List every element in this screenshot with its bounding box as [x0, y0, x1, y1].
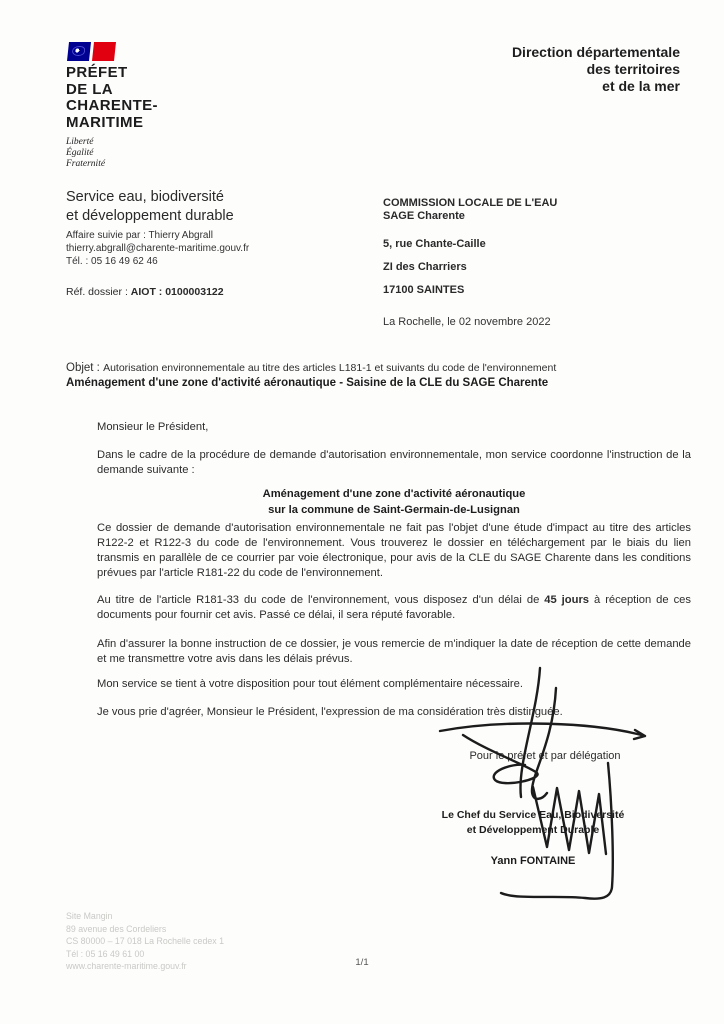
- recipient-city: 17100 SAINTES: [383, 284, 465, 296]
- flag-blue-stripe-icon: [67, 42, 91, 61]
- signer-name: Yann FONTAINE: [490, 855, 576, 867]
- prefecture-name: [66, 65, 158, 131]
- signer-title-line: et Développement Durable: [466, 824, 600, 836]
- recipient-zone: ZI des Charriers: [383, 261, 467, 273]
- page-number: 1/1: [355, 957, 369, 968]
- deadline-duration: 45 jours: [544, 594, 590, 606]
- recipient-org: SAGE Charente: [383, 210, 465, 222]
- subject-line-1: [66, 362, 686, 374]
- project-title: Aménagement d'une zone d'activité aéronautique: [262, 488, 526, 500]
- republic-motto: [66, 137, 158, 170]
- paragraph-intro: Dans le cadre de la procédure de demande d'autorisation environnementale, mon service coordonne l'instruction de la demande suivante :: [97, 449, 691, 476]
- subject-label: Objet :: [66, 362, 104, 374]
- issuing-direction: [512, 44, 680, 95]
- footer-city: CS 80000 – 17 018 La Rochelle cedex 1: [66, 936, 224, 946]
- motto-line: Fraternité: [66, 159, 106, 169]
- deadline-text-after: à réception de ces documents pour fournir cet avis. Passé ce délai, il sera réputé favorable.: [97, 594, 691, 621]
- footer-website: www.charente-maritime.gouv.fr: [66, 961, 187, 971]
- handwritten-signature-icon: [415, 655, 705, 915]
- closing-formula: Je vous prie d'agréer, Monsieur le Président, l'expression de ma considération très distinguée.: [97, 706, 563, 718]
- sender-contact-details: [66, 229, 249, 268]
- direction-line: des territoires: [586, 61, 680, 77]
- agency-line: CHARENTE-: [66, 97, 158, 114]
- place-and-date: La Rochelle, le 02 novembre 2022: [383, 316, 551, 328]
- direction-line: et de la mer: [602, 78, 680, 94]
- flag-red-stripe-icon: [92, 42, 116, 61]
- subject-text: Autorisation environnementale au titre des articles L181-1 et suivants du code de l'environnement: [103, 362, 557, 374]
- agency-line: MARITIME: [66, 113, 144, 131]
- sender-block: [66, 188, 249, 268]
- recipient-name: COMMISSION LOCALE DE L'EAU: [383, 197, 558, 209]
- motto-line: Liberté: [66, 137, 94, 147]
- motto-line: Égalité: [66, 148, 94, 158]
- prefecture-logo-block: [66, 42, 158, 170]
- direction-line: Direction départementale: [511, 44, 680, 60]
- paragraph-request: Afin d'assurer la bonne instruction de ce dossier, je vous remercie de m'indiquer la date de réception de cette demande et me transmettre votre avis dans les délais prévus.: [97, 638, 691, 665]
- footer-street: 89 avenue des Cordeliers: [66, 923, 167, 934]
- sender-service-name: [66, 188, 249, 226]
- service-line: et développement durable: [66, 208, 234, 224]
- agency-line: PRÉFET: [66, 64, 128, 81]
- contact-phone: Tél. : 05 16 49 62 46: [66, 256, 158, 267]
- recipient-address-block: [383, 197, 557, 302]
- ref-label: Réf. dossier :: [66, 286, 131, 298]
- footer-phone: Tél : 05 16 49 61 00: [66, 948, 145, 959]
- subject-block: [66, 362, 686, 389]
- subject-line-2: Aménagement d'une zone d'activité aéronautique - Saisine de la CLE du SAGE Charente: [66, 377, 549, 389]
- french-flag-icon: [68, 42, 158, 61]
- service-line: Service eau, biodiversité: [66, 189, 224, 205]
- paragraph-dossier: Ce dossier de demande d'autorisation environnementale ne fait pas l'objet d'une étude d'impact au titre des articles R122-2 et R122-3 du code de l'environnement. Vous trouverez le dossier en téléchargement par le biais du lien transmis en parallèle de ce courrier par voie électronique, pour avis de la CLE du SAGE Charente dans les conditions prévues par l'article R181-22 du code de l'environnement.: [97, 522, 691, 579]
- salutation: Monsieur le Président,: [97, 421, 209, 433]
- footer-site: Site Mangin: [66, 911, 113, 921]
- recipient-street: 5, rue Chante-Caille: [383, 238, 486, 250]
- project-highlight: [97, 486, 691, 518]
- signer-title: [423, 808, 643, 838]
- ref-value: AIOT : 0100003122: [130, 286, 224, 298]
- project-commune: sur la commune de Saint-Germain-de-Lusignan: [268, 504, 520, 516]
- contact-email: thierry.abgrall@charente-maritime.gouv.fr: [66, 243, 250, 254]
- paragraph-deadline: [97, 593, 691, 623]
- agency-line: DE LA: [66, 80, 113, 98]
- paragraph-availability: Mon service se tient à votre disposition pour tout élément complémentaire nécessaire.: [97, 678, 523, 690]
- signer-title-line: Le Chef du Service Eau, Biodiversité: [441, 809, 625, 821]
- delegation-line: Pour le préfet et par délégation: [469, 750, 621, 762]
- contact-person: Affaire suivie par : Thierry Abgrall: [66, 230, 213, 241]
- file-reference: [66, 286, 224, 298]
- deadline-text-before: Au titre de l'article R181-33 du code de l'environnement, vous disposez d'un délai de: [97, 594, 545, 606]
